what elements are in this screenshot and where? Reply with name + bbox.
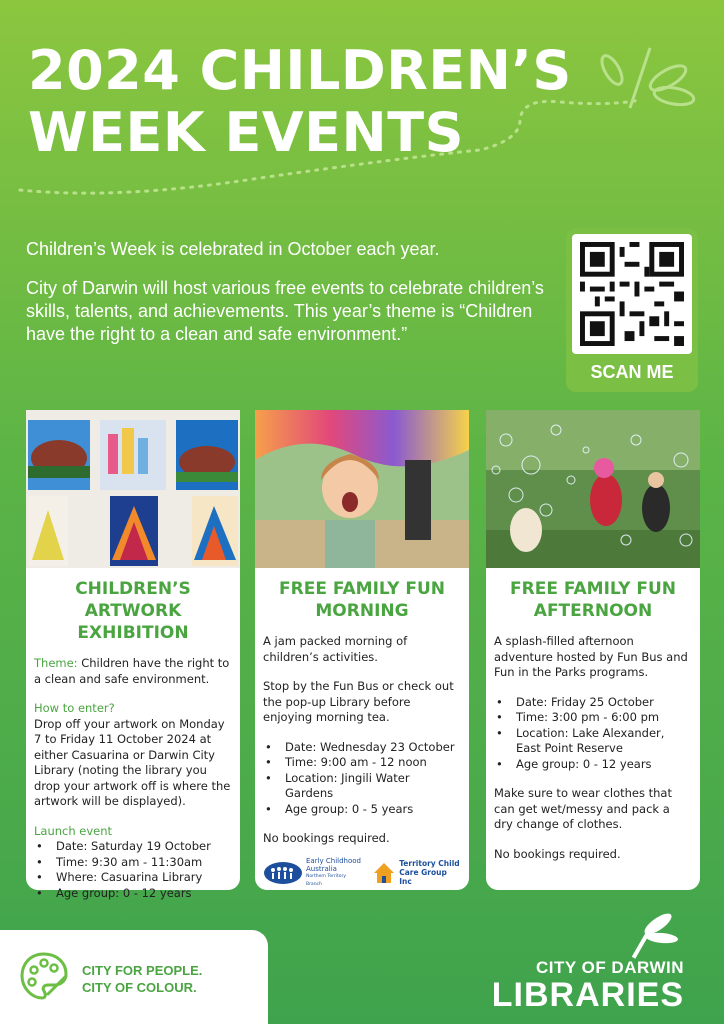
- intro-text: [26, 238, 546, 362]
- slogan-line1: CITY FOR PEOPLE.: [82, 963, 203, 978]
- list-item: • Age group: 0 - 12 years: [494, 757, 692, 773]
- list-item: • Location: Jingili Water Gardens: [263, 771, 461, 802]
- list-item: • Time: 9:30 am - 11:30am: [34, 855, 232, 871]
- house-icon: [372, 861, 396, 885]
- morning-paragraph-2: Stop by the Fun Bus or check out the pop-up Library before enjoying morning tea.: [263, 679, 454, 724]
- list-item: • Date: Wednesday 23 October: [263, 740, 461, 756]
- card-artwork-exhibition: [26, 410, 240, 900]
- morning-paragraph-1: A jam packed morning of children’s activities.: [263, 634, 408, 664]
- afternoon-paragraph-1: A splash-filled afternoon adventure hosted by Fun Bus and Fun in the Parks programs.: [494, 634, 688, 679]
- page-title: [28, 40, 572, 164]
- partner-logos: [263, 857, 461, 889]
- eca-logo: [263, 857, 362, 889]
- eca-logo-icon: [263, 861, 303, 885]
- footer-slogan-tab: [0, 930, 268, 1024]
- afternoon-paragraph-2: Make sure to wear clothes that can get wet/messy and pack a dry change of clothes.: [494, 786, 672, 831]
- list-item: • Age group: 0 - 12 years: [34, 886, 232, 902]
- card-artwork-theme: [34, 656, 232, 687]
- brand-line1: CITY OF DARWIN: [535, 958, 684, 977]
- theme-label: Theme:: [34, 656, 78, 670]
- list-item: • Date: Friday 25 October: [494, 695, 692, 711]
- page-title-line2: WEEK EVENTS: [28, 101, 464, 164]
- qr-code-icon: [580, 242, 684, 346]
- eca-logo-line1: Early Childhood: [306, 856, 362, 865]
- artwork-photo: [26, 410, 240, 568]
- eca-logo-line2: Australia: [306, 864, 337, 873]
- afternoon-no-bookings: No bookings required.: [494, 846, 621, 861]
- list-item: • Age group: 0 - 5 years: [263, 802, 461, 818]
- dragonfly-icon: [598, 48, 695, 108]
- children-artwork-image: [26, 410, 240, 568]
- card-morning-title: FREE FAMILY FUN MORNING: [279, 579, 445, 621]
- morning-no-bookings: No bookings required.: [263, 831, 390, 845]
- intro-paragraph-2: City of Darwin will host various free events to celebrate children’s skills, talents, and achievements. This year’s theme is “Children have the right to a clean and safe environment.”: [26, 278, 544, 344]
- card-artwork-title: CHILDREN’S ARTWORK EXHIBITION: [75, 579, 191, 643]
- how-to-enter-text: Drop off your artwork on Monday 7 to Friday 11 October 2024 at either Casuarina or Darwin City Library (noting the library you drop your artwork off is where the artwork will be displayed).: [34, 716, 231, 808]
- morning-photo: [255, 410, 469, 568]
- card-afternoon-title: FREE FAMILY FUN AFTERNOON: [510, 579, 676, 621]
- list-item: • Time: 9:00 am - 12 noon: [263, 755, 461, 771]
- palette-icon: [18, 950, 70, 1002]
- list-item: • Where: Casuarina Library: [34, 870, 232, 886]
- launch-event-list: [34, 839, 232, 901]
- theme-text: Children have the right to a clean and safe environment.: [34, 656, 230, 686]
- slogan-line2: CITY OF COLOUR.: [82, 980, 197, 995]
- afternoon-photo: [486, 410, 700, 568]
- card-fun-afternoon: [486, 410, 700, 890]
- intro-paragraph-1: Children’s Week is celebrated in October each year.: [26, 239, 440, 259]
- brand-line2: LIBRARIES: [491, 976, 684, 1014]
- morning-details-list: [263, 740, 461, 818]
- qr-code-box[interactable]: [566, 228, 698, 392]
- launch-event-label: Launch event: [34, 823, 113, 838]
- tccg-logo-line1: Territory Child: [399, 859, 460, 868]
- how-to-enter-label: How to enter?: [34, 701, 115, 715]
- qr-code[interactable]: [572, 234, 692, 354]
- eca-logo-line3: Northern Territory Branch: [306, 873, 347, 887]
- child-parachute-image: [255, 410, 469, 568]
- territory-child-care-logo: [372, 859, 461, 886]
- city-of-darwin-libraries-logo: [484, 930, 684, 1012]
- bubbles-park-image: [486, 410, 700, 568]
- tccg-logo-line2: Care Group Inc: [399, 868, 447, 886]
- afternoon-details-list: [494, 695, 692, 773]
- page-title-line1: 2024 CHILDREN’S: [28, 39, 572, 102]
- card-fun-morning: [255, 410, 469, 890]
- scan-me-label: SCAN ME: [590, 362, 674, 382]
- list-item: • Time: 3:00 pm - 6:00 pm: [494, 710, 692, 726]
- list-item: • Location: Lake Alexander, East Point Reserve: [494, 726, 692, 757]
- list-item: • Date: Saturday 19 October: [34, 839, 232, 855]
